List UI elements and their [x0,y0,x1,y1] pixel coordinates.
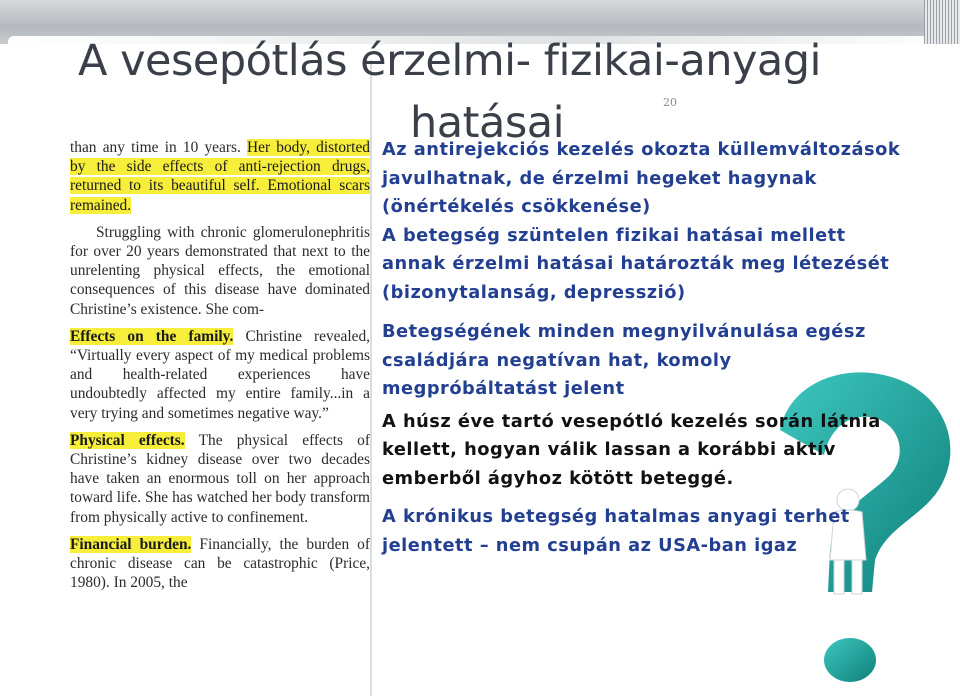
article-p5-body: Financially, the burden of chronic disease can be catastrophic (Price, 1980). In 2005, the [70,535,371,592]
article-paragraph-3 [70,327,370,423]
slide-page-number: 20 [663,96,677,109]
article-p1-plain: than any time in 10 years. [70,139,241,156]
article-paragraph-4 [70,431,370,527]
article-p3-heading: Effects on the family. [70,327,234,345]
article-p4-heading: Physical effects. [70,431,185,449]
summary-block-4: A húsz éve tartó vesepótló kezelés során látnia kellett, hogyan válik lassan a korábbi aktív emberből ágyhoz kötött beteggé. [382,410,881,489]
article-scan [70,138,370,696]
article-p5-heading: Financial burden. [70,535,192,553]
summary-block-3: Betegségének minden megnyilvánulása egész családjára negatívan hat, komoly megpróbáltatást jelent [382,321,866,399]
article-p4-body: The physical effects of Christine’s kidney disease over two decades have taken an enormous toll on her approach toward life. She has watched her body transform from physically active to confinement. [70,431,370,526]
summary-text [382,136,902,560]
slide-title-line1: A vesepótlás érzelmi- fizikai-anyagi [78,36,822,86]
summary-block-5: A krónikus betegség hatalmas anyagi terhet jelentett – nem csupán az USA-ban igaz [382,506,850,556]
article-paragraph-5 [70,535,370,593]
column-divider [370,60,372,696]
slide-title-line2: hatásai [410,98,565,148]
article-p1-highlight: Her body, distorted by the side effects of anti-rejection drugs, returned to its beautiful self. Emotional scars remained. [70,139,370,214]
article-p3-body: Christine revealed, “Virtually every aspect of my medical problems and health-related experiences have undoubtedly affected my entire family...in a very trying and sometimes negative way.” [70,327,370,422]
summary-block-2: A betegség szüntelen fizikai hatásai mellett annak érzelmi hatásai határozták meg létezését (bizonytalanság, depresszió) [382,224,890,303]
article-paragraph-1 [70,138,370,215]
article-paragraph-2: Struggling with chronic glomerulonephritis for over 20 years demonstrated that next to the unrelenting physical effects, the emotional consequences of this disease have dominated Christine’s existence. She com- [70,223,370,318]
summary-block-1: Az antirejekciós kezelés okozta küllemváltozások javulhatnak, de érzelmi hegeket hagynak (önértékelés csökkenése) [382,139,901,217]
